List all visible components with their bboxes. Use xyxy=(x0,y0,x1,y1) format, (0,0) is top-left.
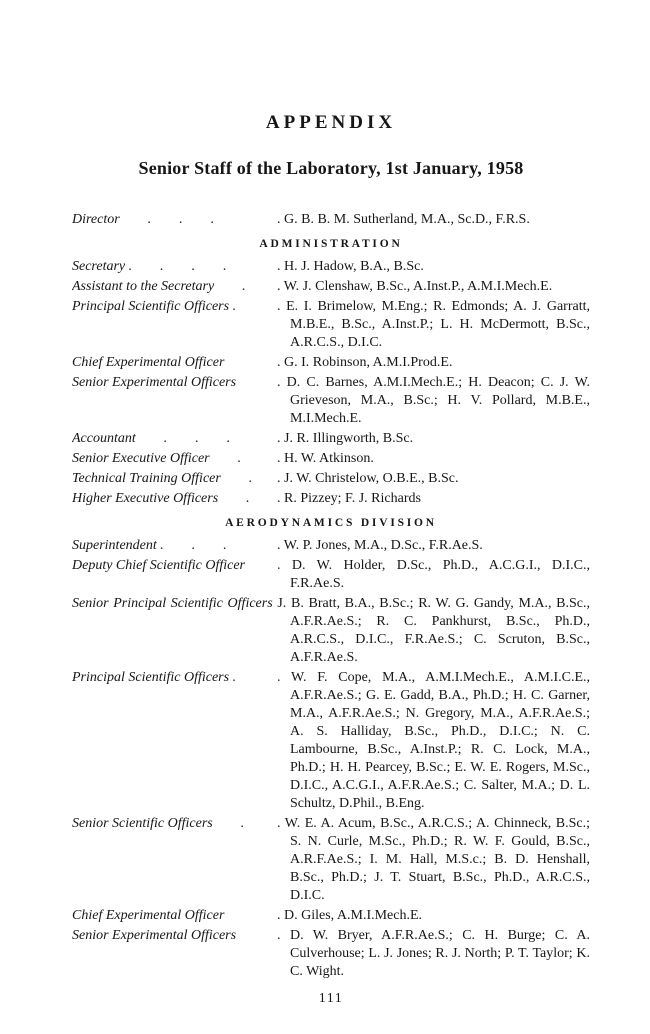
section-header-aerodynamics-division: AERODYNAMICS DIVISION xyxy=(225,517,437,529)
staff-names: . W. J. Clenshaw, B.Sc., A.Inst.P., A.M.I.Mech.E. xyxy=(277,279,553,294)
page-number: 111 xyxy=(318,991,344,1006)
staff-role-label: Assistant to the Secretary . xyxy=(72,279,246,294)
staff-row-principal-scientific-officers xyxy=(72,298,590,352)
staff-row-senior-principal-scientific-officers xyxy=(72,595,590,667)
staff-role-label: Senior Scientific Officers . xyxy=(72,816,245,831)
staff-row-senior-scientific-officers xyxy=(72,815,590,905)
staff-role-label: Superintendent . . . xyxy=(72,538,227,553)
staff-role-label: Technical Training Officer . xyxy=(72,471,253,486)
page-subtitle: Senior Staff of the Laboratory, 1st January, 1958 xyxy=(138,158,524,178)
page-title: APPENDIX xyxy=(265,112,397,133)
staff-names: . H. W. Atkinson. xyxy=(277,451,374,466)
staff-row-technical-training-officer xyxy=(72,470,590,488)
staff-role-label: Higher Executive Officers . xyxy=(72,491,250,506)
staff-row-accountant xyxy=(72,430,590,448)
staff-names: . J. W. Christelow, O.B.E., B.Sc. xyxy=(277,471,459,486)
staff-role-label: Chief Experimental Officer xyxy=(72,908,225,923)
staff-role-label: Senior Executive Officer . xyxy=(72,451,242,466)
staff-role-label: Principal Scientific Officers . xyxy=(72,299,237,314)
staff-role-label: Secretary . . . . xyxy=(72,259,227,274)
staff-names: . W. E. A. Acum, B.Sc., A.R.C.S.; A. Chinneck, B.Sc.; S. N. Curle, M.Sc., Ph.D.; R. W. F. Gould, B.Sc., A.R.F.Ae.S.; I. M. Hall, M.S.c.; B. D. Henshall, B.Sc., Ph.D.; J. T. Stuart, B.Sc., Ph.D., A.R.C.S., D.I.C. xyxy=(277,816,590,903)
staff-names: . E. I. Brimelow, M.Eng.; R. Edmonds; A. J. Garratt, M.B.E., B.Sc., A.Inst.P.; L. H. McDermott, B.Sc., A.R.C.S., D.I.C. xyxy=(277,299,590,350)
staff-names: . D. W. Holder, D.Sc., Ph.D., A.C.G.I., D.I.C., F.R.Ae.S. xyxy=(277,558,590,591)
staff-role-label: Principal Scientific Officers . xyxy=(72,670,237,685)
staff-names: . H. J. Hadow, B.A., B.Sc. xyxy=(277,259,424,274)
staff-names: . J. R. Illingworth, B.Sc. xyxy=(277,431,414,446)
staff-row-superintendent xyxy=(72,537,590,555)
section-header-administration: ADMINISTRATION xyxy=(259,238,403,250)
staff-names: . G. B. B. M. Sutherland, M.A., Sc.D., F.R.S. xyxy=(277,212,530,227)
staff-names: . W. F. Cope, M.A., A.M.I.Mech.E., A.M.I.C.E., A.F.R.Ae.S.; G. E. Gadd, B.A., Ph.D.; H. C. Garner, M.A., A.F.R.Ae.S.; N. Gregory, M.A., A.F.R.Ae.S.; A. S. Halliday, B.Sc., Ph.D., D.I.C.; N. C. Lambourne, B.Sc., A.Inst.P.; R. C. Lock, M.A., Ph.D.; H. H. Pearcey, B.Sc.; E. W. E. Rogers, M.Sc., D.I.C., A.C.G.I., A.F.R.Ae.S.; C. Salter, M.A.; D. L. Schultz, D.Phil., B.Eng. xyxy=(277,670,590,811)
staff-row-senior-executive-officer xyxy=(72,450,590,468)
staff-role-label: Director . . . xyxy=(72,212,215,227)
staff-row-assistant-secretary xyxy=(72,278,590,296)
staff-role-label: Senior Experimental Officers xyxy=(72,375,237,390)
staff-row-deputy-chief-scientific-officer xyxy=(72,557,590,593)
staff-names: . W. P. Jones, M.A., D.Sc., F.R.Ae.S. xyxy=(277,538,483,553)
staff-role-label: Senior Principal Scientific Officers xyxy=(72,596,273,611)
page-content xyxy=(72,0,590,1007)
staff-role-label: Senior Experimental Officers xyxy=(72,928,237,943)
staff-names: J. B. Bratt, B.A., B.Sc.; R. W. G. Gandy, M.A., B.Sc., A.F.R.Ae.S.; R. C. Pankhurst, B.Sc., Ph.D., A.R.C.S., D.I.C., F.R.Ae.S.; C. Scruton, B.Sc., A.F.R.Ae.S. xyxy=(277,596,591,665)
staff-row-higher-executive-officers xyxy=(72,490,590,508)
staff-row-chief-experimental-officer xyxy=(72,354,590,372)
staff-names: . R. Pizzey; F. J. Richards xyxy=(277,491,421,506)
staff-role-label: Chief Experimental Officer xyxy=(72,355,225,370)
staff-role-label: Accountant . . . xyxy=(72,431,231,446)
staff-names: . D. W. Bryer, A.F.R.Ae.S.; C. H. Burge; C. A. Culverhouse; L. J. Jones; R. J. North; P. T. Taylor; K. C. Wight. xyxy=(277,928,590,979)
staff-row-secretary xyxy=(72,258,590,276)
staff-row-senior-experimental-officers xyxy=(72,374,590,428)
staff-role-label: Deputy Chief Scientific Officer xyxy=(72,558,246,573)
staff-row-senior-experimental-officers-aero xyxy=(72,927,590,981)
staff-row-chief-experimental-officer-aero xyxy=(72,907,590,925)
staff-row-director xyxy=(72,211,590,229)
staff-row-principal-scientific-officers-aero xyxy=(72,669,590,813)
staff-names: . D. Giles, A.M.I.Mech.E. xyxy=(277,908,423,923)
staff-names: . D. C. Barnes, A.M.I.Mech.E.; H. Deacon; C. J. W. Grieveson, M.A., B.Sc.; H. V. Pollard, M.B.E., M.I.Mech.E. xyxy=(277,375,590,426)
staff-names: . G. I. Robinson, A.M.I.Prod.E. xyxy=(277,355,453,370)
